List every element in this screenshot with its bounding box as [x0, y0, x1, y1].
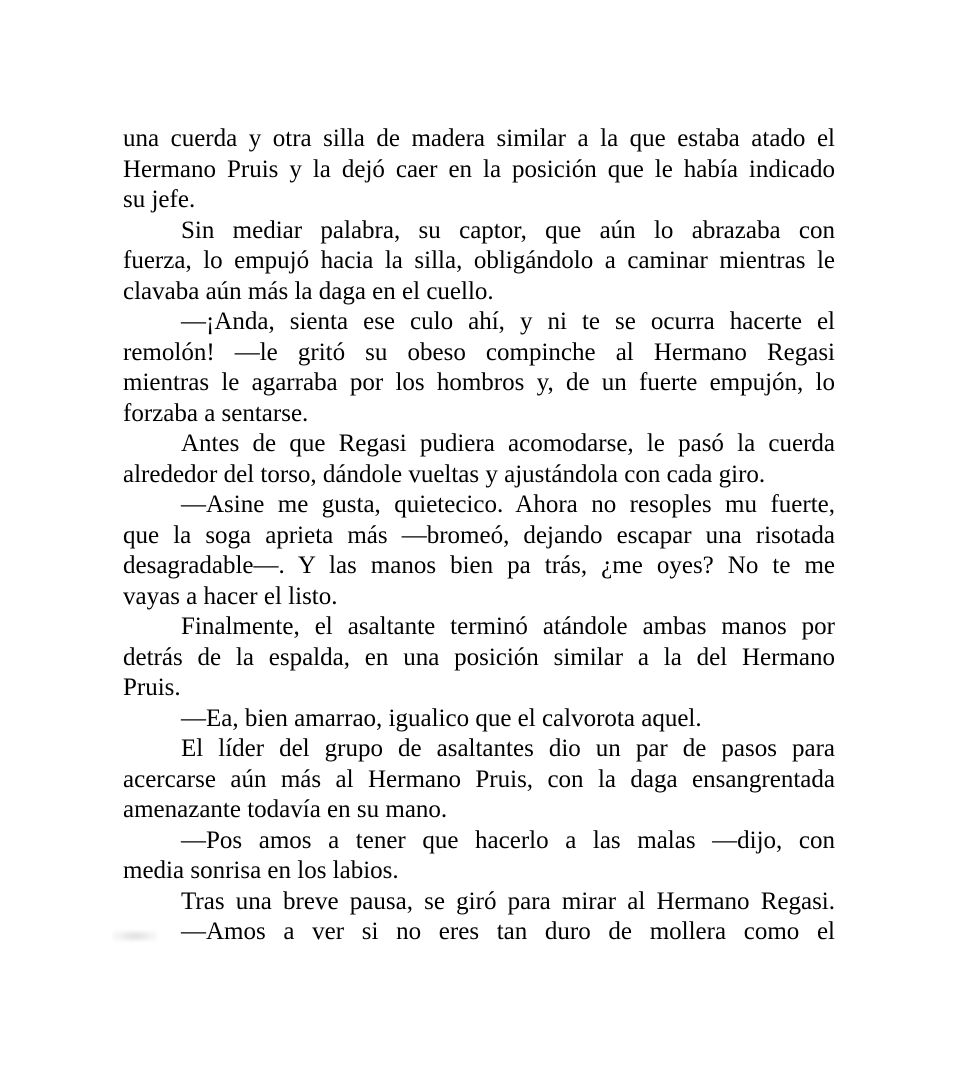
text-line: —Pos amos a tener que hacerlo a las malas —dijo, con [181, 826, 835, 854]
paragraph [123, 124, 835, 216]
text-line: mientras le agarraba por los hombros y, de un fuerte empujón, lo [123, 369, 835, 396]
text-line: vayas a hacer el listo. [123, 582, 338, 610]
page-text [123, 124, 835, 948]
text-line: Tras una breve pausa, se giró para mirar al Hermano Regasi. [181, 887, 835, 915]
text-line: Finalmente, el asaltante terminó atándole ambas manos por [181, 613, 835, 640]
paragraph [123, 887, 835, 918]
text-line: Antes de que Regasi pudiera acomodarse, le pasó la cuerda [181, 430, 835, 457]
text-line: detrás de la espalda, en una posición similar a la del Hermano [123, 643, 835, 671]
paragraph [123, 826, 835, 887]
text-line: media sonrisa en los labios. [123, 857, 399, 884]
text-line: fuerza, lo empujó hacia la silla, obligándolo a caminar mientras le [123, 247, 835, 274]
paragraph [123, 917, 835, 948]
paragraph [123, 704, 835, 735]
paragraph [123, 612, 835, 704]
text-line: una cuerda y otra silla de madera similar a la que estaba atado el [123, 125, 835, 152]
paragraph [123, 734, 835, 826]
text-line: amenazante todavía en su mano. [123, 796, 448, 823]
text-line: acercarse aún más al Hermano Pruis, con la daga ensangrentada [123, 765, 835, 793]
text-line: su jefe. [123, 186, 196, 213]
paragraph [123, 490, 835, 612]
text-line: Sin mediar palabra, su captor, que aún lo abrazaba con [181, 216, 835, 244]
text-line: alrededor del torso, dándole vueltas y ajustándola con cada giro. [123, 460, 766, 488]
text-line: Hermano Pruis y la dejó caer en la posición que le había indicado [123, 155, 835, 183]
text-line: que la soga aprieta más —bromeó, dejando escapar una risotada [123, 521, 835, 549]
text-line: desagradable—. Y las manos bien pa trás, ¿me oyes? No te me [123, 552, 835, 579]
text-line: —Amos a ver si no eres tan duro de mollera como el [181, 918, 835, 945]
text-line: forzaba a sentarse. [123, 399, 309, 427]
text-line: remolón! —le gritó su obeso compinche al Hermano Regasi [123, 338, 835, 366]
text-line: —Asine me gusta, quietecico. Ahora no resoples mu fuerte, [181, 491, 835, 518]
text-line: Pruis. [123, 674, 181, 701]
paragraph [123, 216, 835, 308]
text-line: —Ea, bien amarrao, igualico que el calvorota aquel. [181, 704, 702, 732]
paragraph [123, 307, 835, 429]
text-line: El líder del grupo de asaltantes dio un par de pasos para [181, 735, 835, 762]
text-line: —¡Anda, sienta ese culo ahí, y ni te se ocurra hacerte el [181, 308, 835, 335]
text-line: clavaba aún más la daga en el cuello. [123, 277, 494, 305]
paragraph [123, 429, 835, 490]
